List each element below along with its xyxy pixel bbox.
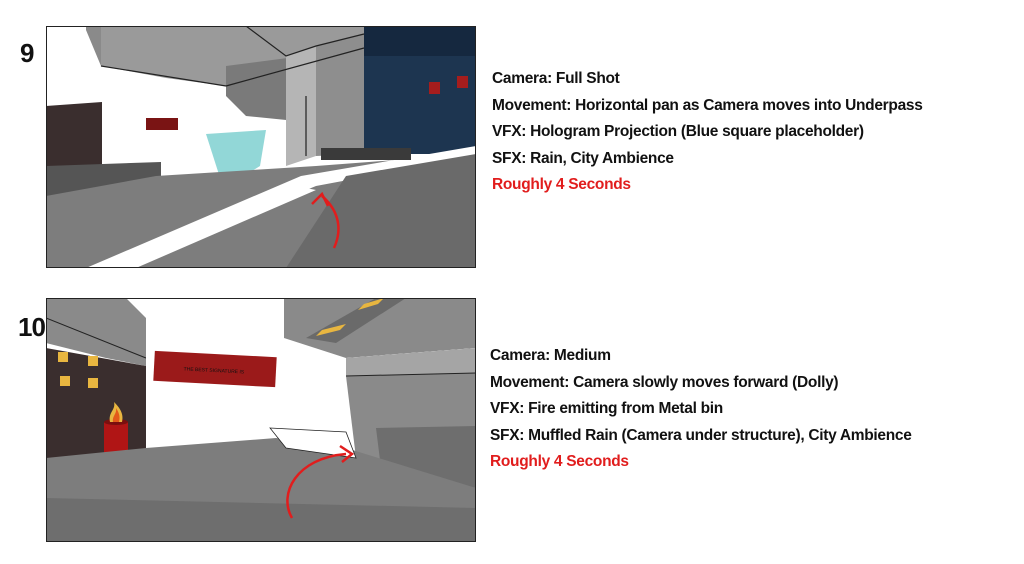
panel-number-9: 9 (20, 38, 34, 68)
camera-note: Camera: Medium (490, 347, 611, 364)
duration-note: Roughly 4 Seconds (490, 453, 629, 470)
panel-10-notes (490, 343, 912, 476)
vfx-note: VFX: Fire emitting from Metal bin (490, 400, 723, 417)
camera-note: Camera: Full Shot (492, 70, 620, 87)
banner-text: THE BEST SIGNATURE IS (183, 366, 245, 376)
duration-note: Roughly 4 Seconds (492, 176, 631, 193)
storyboard-frame-10 (46, 298, 476, 542)
sfx-note: SFX: Rain, City Ambience (492, 149, 674, 167)
sfx-note: SFX: Muffled Rain (Camera under structure), City Ambience (490, 426, 912, 444)
panel-9-notes (492, 66, 923, 199)
movement-note: Movement: Camera slowly moves forward (Dolly) (490, 373, 839, 391)
vfx-note: VFX: Hologram Projection (Blue square placeholder) (492, 123, 864, 140)
storyboard-frame-9 (46, 26, 476, 268)
panel-number-10: 10 (18, 312, 45, 342)
movement-note: Movement: Horizontal pan as Camera moves into Underpass (492, 96, 923, 114)
